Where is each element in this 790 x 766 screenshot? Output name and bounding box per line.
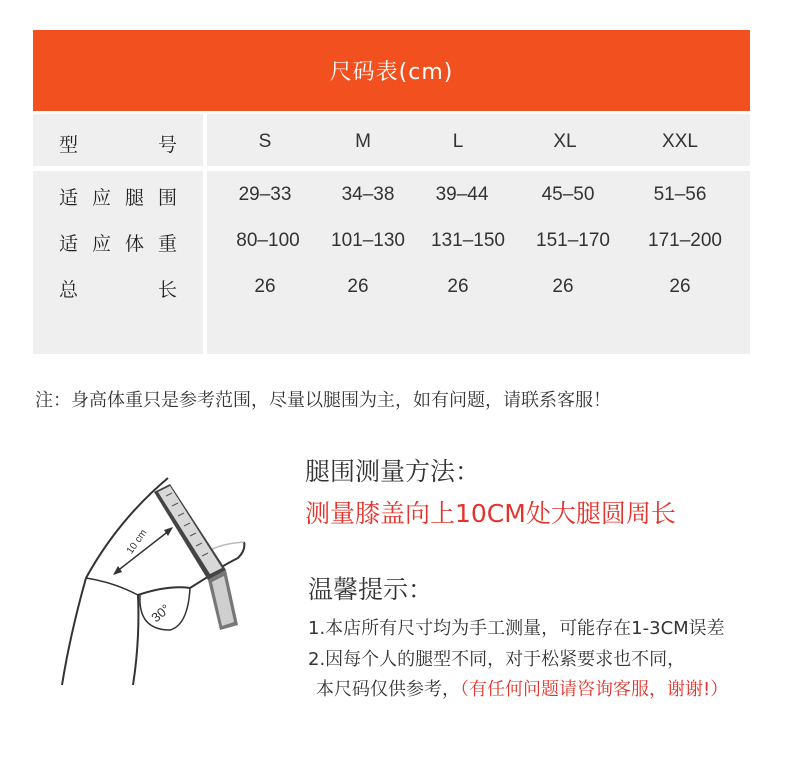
tip-line-3 (316, 675, 728, 701)
row-label-char: 长 (157, 279, 177, 301)
row-label-length (59, 275, 177, 302)
table-cell: 39–44 (435, 184, 489, 205)
tip-line-2: 2.因每个人的腿型不同，对于松紧要求也不同， (308, 649, 686, 670)
size-table (33, 114, 750, 354)
table-cell: 80–100 (236, 230, 300, 251)
table-cell: 131–150 (431, 230, 505, 251)
table-cell: S (258, 131, 272, 152)
row-label-char: 适 (59, 187, 79, 209)
table-cell: 34–38 (341, 184, 395, 205)
table-cell: L (452, 131, 464, 152)
angle-label: 30° (148, 601, 173, 626)
row-label-weight (59, 229, 177, 256)
knee-measurement-diagram (58, 470, 258, 690)
row-label-char: 腿 (124, 187, 144, 209)
tips-title: 温馨提示： (308, 575, 434, 604)
table-cell: XL (553, 131, 577, 152)
row-label-char: 号 (157, 134, 177, 156)
knee-diagram-svg (58, 470, 258, 690)
sizing-note: 注：身高体重只是参考范围，尽量以腿围为主，如有问题，请联系客服！ (35, 390, 611, 411)
row-label-char: 适 (59, 233, 79, 255)
size-chart-title: 尺码表(cm) (329, 60, 454, 85)
table-cell: 26 (254, 276, 276, 297)
row-label-char: 型 (59, 134, 79, 156)
table-cell: 151–170 (536, 230, 610, 251)
row-label-char: 应 (91, 187, 111, 209)
table-cell: 51–56 (653, 184, 707, 205)
row-label-model (59, 130, 177, 157)
distance-label: 10 cm (124, 527, 150, 557)
table-cell: 26 (347, 276, 369, 297)
table-cell: XXL (662, 131, 698, 152)
tip-line-3-red: （有任何问题请咨询客服，谢谢!） (460, 679, 729, 700)
row-label-char: 体 (124, 233, 144, 255)
tip-line-3-text: 本尺码仅供参考， (316, 679, 460, 700)
row-label-char: 围 (157, 187, 177, 209)
row-label-thigh (59, 183, 177, 210)
row-label-char: 总 (59, 279, 79, 301)
measure-method-text: 测量膝盖向上10CM处大腿圆周长 (305, 499, 676, 528)
table-cell: M (355, 131, 371, 152)
table-cell: 171–200 (648, 230, 722, 251)
row-label-char: 重 (157, 233, 177, 255)
table-cell: 26 (447, 276, 469, 297)
tip-line-1: 1.本店所有尺寸均为手工测量，可能存在1-3CM误差 (308, 618, 725, 639)
measure-method-title: 腿围测量方法： (305, 457, 481, 486)
table-cell: 29–33 (238, 184, 292, 205)
table-cell: 101–130 (331, 230, 405, 251)
size-chart-header (33, 30, 750, 111)
row-label-char: 应 (91, 233, 111, 255)
table-cell: 26 (552, 276, 574, 297)
table-cell: 26 (669, 276, 691, 297)
table-cell: 45–50 (541, 184, 595, 205)
